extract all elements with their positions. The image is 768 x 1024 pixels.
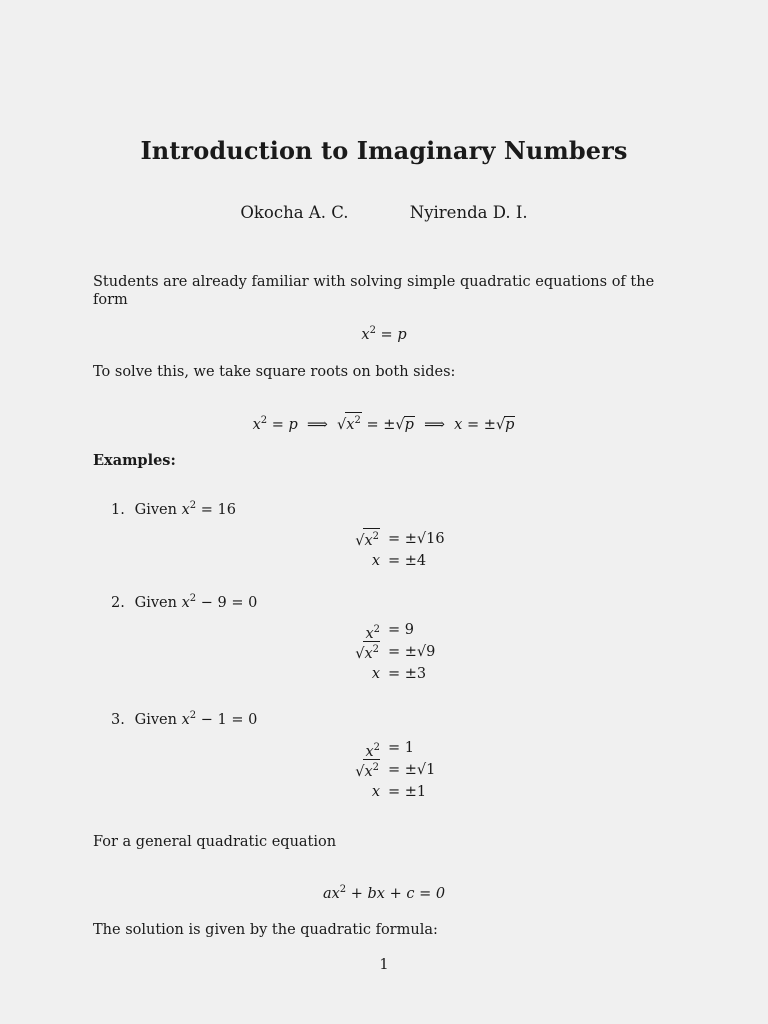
author-name: Nyirenda D. I. [409, 203, 528, 222]
page-number: 1 [379, 957, 389, 973]
example-item: 1. Given $x^2 = 16$ [111, 500, 236, 518]
step-rhs: = 1 [388, 740, 414, 756]
step-lhs: x [371, 553, 380, 569]
example-item: 3. Given $x^2 - 1 = 0$ [111, 710, 258, 728]
step-lhs: $x^2$ [365, 742, 380, 760]
example-number: 1. [111, 502, 125, 518]
example-given-label: Given [134, 712, 177, 728]
example-steps [0, 528, 768, 572]
intro-paragraph: Students are already familiar with solving simple quadratic equations of the form [93, 274, 655, 308]
equation-general-quadratic: $ax^2$ + bx + c = 0 [322, 884, 446, 902]
step-lhs: $√x^2$ [355, 528, 384, 552]
step-lhs: $√x^2$ [355, 759, 384, 783]
example-given-label: Given [134, 595, 177, 611]
equation-basic: $x^2 = p$ [361, 325, 407, 343]
general-equation-tail: + bx + c = 0 [346, 886, 446, 902]
step-lhs: $√x^2$ [355, 641, 384, 665]
step-lhs: x [371, 784, 380, 800]
example-given-tail: = 16 [196, 502, 236, 518]
formula-paragraph: The solution is given by the quadratic formula: [93, 922, 438, 938]
step-rhs: = ±√9 [388, 644, 436, 660]
solve-paragraph: To solve this, we take square roots on both sides: [93, 364, 456, 380]
step-lhs: $x^2$ [365, 624, 380, 642]
general-paragraph: For a general quadratic equation [93, 834, 337, 850]
example-given-label: Given [134, 502, 177, 518]
step-rhs: = ±4 [388, 553, 427, 569]
step-rhs: = ±√16 [388, 531, 445, 547]
step-rhs: = ±√1 [388, 762, 436, 778]
example-given-tail: − 1 = 0 [196, 712, 258, 728]
example-number: 3. [111, 712, 125, 728]
paper-title: Introduction to Imaginary Numbers [140, 136, 628, 165]
example-number: 2. [111, 595, 125, 611]
step-rhs: = ±3 [388, 666, 427, 682]
author-list [0, 203, 768, 222]
examples-heading: Examples: [93, 452, 176, 469]
step-rhs: = 9 [388, 622, 414, 638]
example-given-tail: − 9 = 0 [196, 595, 258, 611]
equation-square-root-chain: $x^2 = p$ ⟹ $√x^2 = \pm√p$ ⟹ x = ±√p [0, 410, 768, 436]
example-steps [0, 737, 768, 803]
step-lhs: x [371, 666, 380, 682]
author-name: Okocha A. C. [240, 203, 349, 222]
step-rhs: = ±1 [388, 784, 427, 800]
example-item: 2. Given $x^2 - 9 = 0$ [111, 593, 258, 611]
example-steps [0, 619, 768, 685]
